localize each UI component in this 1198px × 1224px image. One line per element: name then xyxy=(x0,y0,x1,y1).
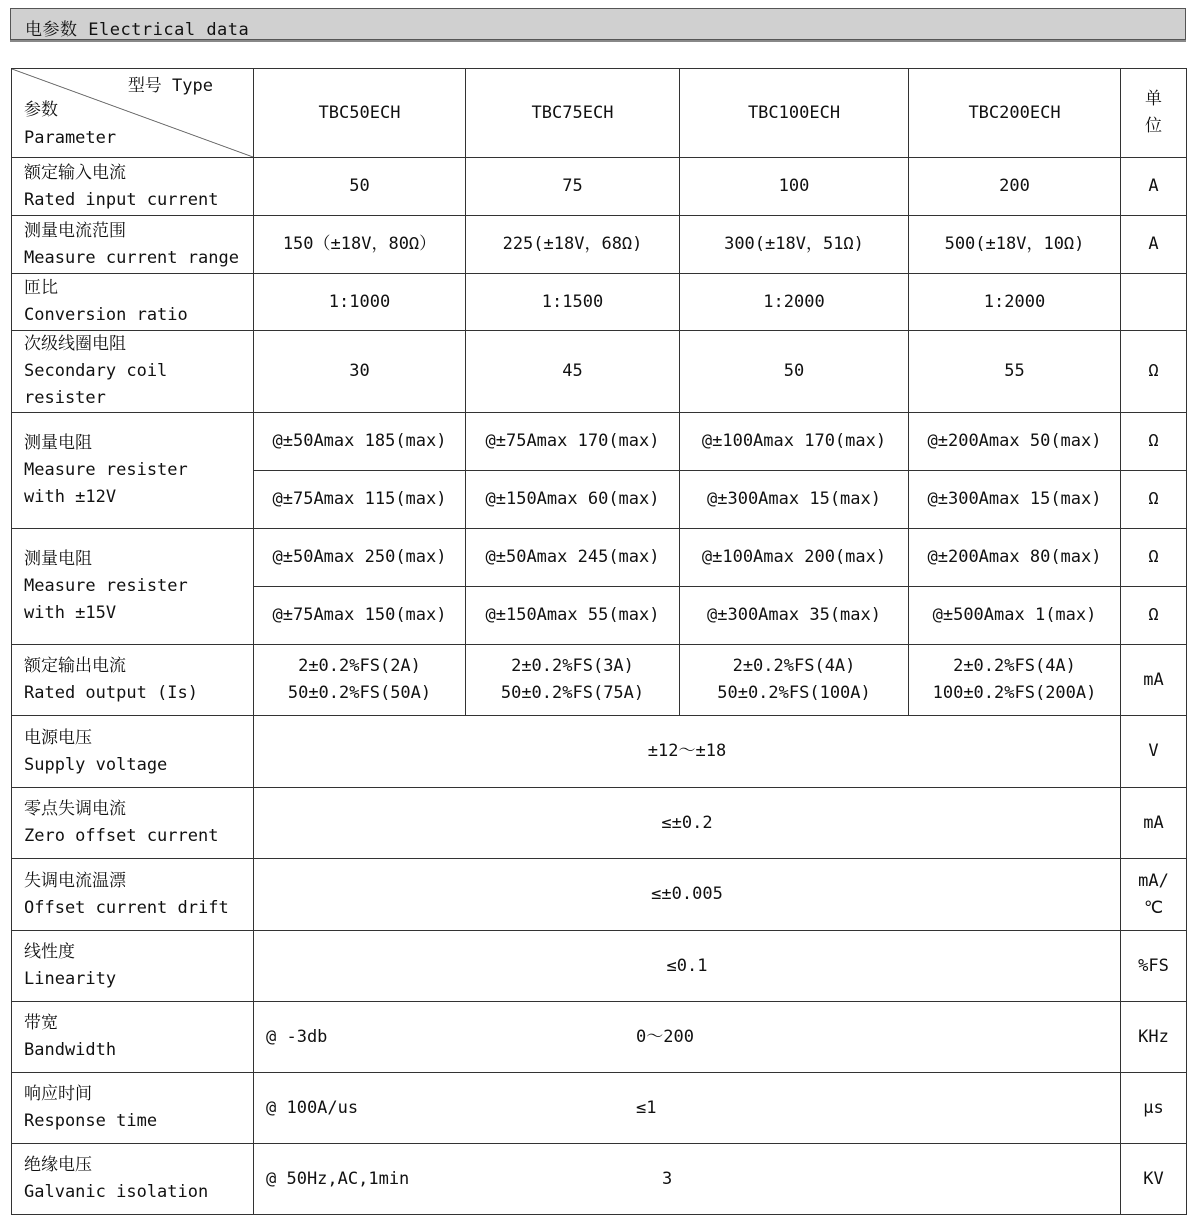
value-cell: @±300Amax 15(max) xyxy=(909,471,1121,529)
table-row xyxy=(12,788,1187,859)
value-cell: @±100Amax 170(max) xyxy=(680,413,909,471)
value-cell: @±200Amax 50(max) xyxy=(909,413,1121,471)
model-header: TBC100ECH xyxy=(680,69,909,158)
table-header-row xyxy=(12,69,1187,158)
unit-cell: Ω xyxy=(1121,529,1187,587)
corner-cell xyxy=(12,69,254,158)
value-cell: @±75Amax 170(max) xyxy=(466,413,680,471)
value-cell: @±75Amax 115(max) xyxy=(254,471,466,529)
table-row xyxy=(12,529,1187,587)
value-cell: @±500Amax 1(max) xyxy=(909,587,1121,645)
type-label: 型号 Type xyxy=(127,76,213,96)
value-text: 0～200 xyxy=(636,1026,694,1047)
model-header: TBC50ECH xyxy=(254,69,466,158)
param-cell: 匝比 Conversion ratio xyxy=(12,274,254,331)
electrical-data-table xyxy=(11,68,1187,1215)
unit-cell: Ω xyxy=(1121,587,1187,645)
section-header xyxy=(10,8,1186,40)
param-cell: 响应时间 Response time xyxy=(12,1073,254,1144)
value-cell: ≤±0.2 xyxy=(254,788,1121,859)
condition-text: @ 50Hz,AC,1min xyxy=(266,1168,410,1189)
parameter-label-en: Parameter xyxy=(24,128,117,148)
param-cell: 测量电阻 Measure resister with ±12V xyxy=(12,413,254,529)
param-cell: 额定输入电流 Rated input current xyxy=(12,158,254,216)
parameter-label-cn: 参数 xyxy=(24,100,58,120)
value-cell: 1:2000 xyxy=(909,274,1121,331)
value-cell: 100 xyxy=(680,158,909,216)
value-cell: 225(±18V，68Ω) xyxy=(466,216,680,274)
unit-cell: Ω xyxy=(1121,331,1187,413)
table-row xyxy=(12,931,1187,1002)
value-cell xyxy=(254,1073,1121,1144)
value-cell: 2±0.2%FS(2A) 50±0.2%FS(50A) xyxy=(254,645,466,716)
value-cell: @±50Amax 245(max) xyxy=(466,529,680,587)
value-cell: 200 xyxy=(909,158,1121,216)
value-cell: 2±0.2%FS(3A) 50±0.2%FS(75A) xyxy=(466,645,680,716)
value-cell: 50 xyxy=(254,158,466,216)
unit-cell: %FS xyxy=(1121,931,1187,1002)
condition-text: @ 100A/us xyxy=(266,1097,359,1118)
table-row xyxy=(12,274,1187,331)
table-row xyxy=(12,1073,1187,1144)
value-cell: 2±0.2%FS(4A) 50±0.2%FS(100A) xyxy=(680,645,909,716)
unit-cell: A xyxy=(1121,158,1187,216)
value-cell: 1:1500 xyxy=(466,274,680,331)
value-cell: 45 xyxy=(466,331,680,413)
unit-cell: V xyxy=(1121,716,1187,788)
table-row xyxy=(12,716,1187,788)
table-row xyxy=(12,216,1187,274)
value-cell: @±100Amax 200(max) xyxy=(680,529,909,587)
value-cell: 1:2000 xyxy=(680,274,909,331)
param-cell: 电源电压 Supply voltage xyxy=(12,716,254,788)
value-text: ≤1 xyxy=(636,1097,657,1118)
unit-cell: mA/ ℃ xyxy=(1121,859,1187,931)
table-row xyxy=(12,413,1187,471)
value-cell: 500(±18V，10Ω) xyxy=(909,216,1121,274)
value-cell: @±50Amax 250(max) xyxy=(254,529,466,587)
value-cell: @±75Amax 150(max) xyxy=(254,587,466,645)
value-cell: 50 xyxy=(680,331,909,413)
model-header: TBC75ECH xyxy=(466,69,680,158)
param-cell: 次级线圈电阻 Secondary coil resister xyxy=(12,331,254,413)
value-cell: ≤±0.005 xyxy=(254,859,1121,931)
unit-cell: KV xyxy=(1121,1144,1187,1215)
condition-text: @ -3db xyxy=(266,1026,328,1047)
value-text: 3 xyxy=(662,1168,673,1189)
unit-cell: Ω xyxy=(1121,413,1187,471)
section-title: 电参数 Electrical data xyxy=(25,20,250,40)
param-cell: 测量电流范围 Measure current range xyxy=(12,216,254,274)
unit-cell: μs xyxy=(1121,1073,1187,1144)
table-row xyxy=(12,645,1187,716)
unit-cell xyxy=(1121,274,1187,331)
value-cell: @±200Amax 80(max) xyxy=(909,529,1121,587)
value-cell: 300(±18V，51Ω) xyxy=(680,216,909,274)
param-cell: 带宽 Bandwidth xyxy=(12,1002,254,1073)
param-cell: 额定输出电流 Rated output (Is) xyxy=(12,645,254,716)
value-cell: @±150Amax 60(max) xyxy=(466,471,680,529)
table-row xyxy=(12,1144,1187,1215)
value-cell: 150（±18V，80Ω） xyxy=(254,216,466,274)
table-row xyxy=(12,331,1187,413)
unit-cell: mA xyxy=(1121,788,1187,859)
value-cell: @±300Amax 15(max) xyxy=(680,471,909,529)
value-cell: @±50Amax 185(max) xyxy=(254,413,466,471)
param-cell: 线性度 Linearity xyxy=(12,931,254,1002)
value-cell: @±150Amax 55(max) xyxy=(466,587,680,645)
unit-cell: KHz xyxy=(1121,1002,1187,1073)
param-cell: 测量电阻 Measure resister with ±15V xyxy=(12,529,254,645)
value-cell: 30 xyxy=(254,331,466,413)
value-cell xyxy=(254,1002,1121,1073)
unit-cell: Ω xyxy=(1121,471,1187,529)
value-cell: 75 xyxy=(466,158,680,216)
param-cell: 零点失调电流 Zero offset current xyxy=(12,788,254,859)
unit-header: 单 位 xyxy=(1121,69,1187,158)
table-row xyxy=(12,1002,1187,1073)
model-header: TBC200ECH xyxy=(909,69,1121,158)
value-cell: @±300Amax 35(max) xyxy=(680,587,909,645)
unit-cell: A xyxy=(1121,216,1187,274)
value-cell: ≤0.1 xyxy=(254,931,1121,1002)
value-cell: 1:1000 xyxy=(254,274,466,331)
table-row xyxy=(12,859,1187,931)
value-cell: ±12～±18 xyxy=(254,716,1121,788)
value-cell xyxy=(254,1144,1121,1215)
param-cell: 绝缘电压 Galvanic isolation xyxy=(12,1144,254,1215)
value-cell: 55 xyxy=(909,331,1121,413)
table-row xyxy=(12,158,1187,216)
param-cell: 失调电流温漂 Offset current drift xyxy=(12,859,254,931)
value-cell: 2±0.2%FS(4A) 100±0.2%FS(200A) xyxy=(909,645,1121,716)
unit-cell: mA xyxy=(1121,645,1187,716)
